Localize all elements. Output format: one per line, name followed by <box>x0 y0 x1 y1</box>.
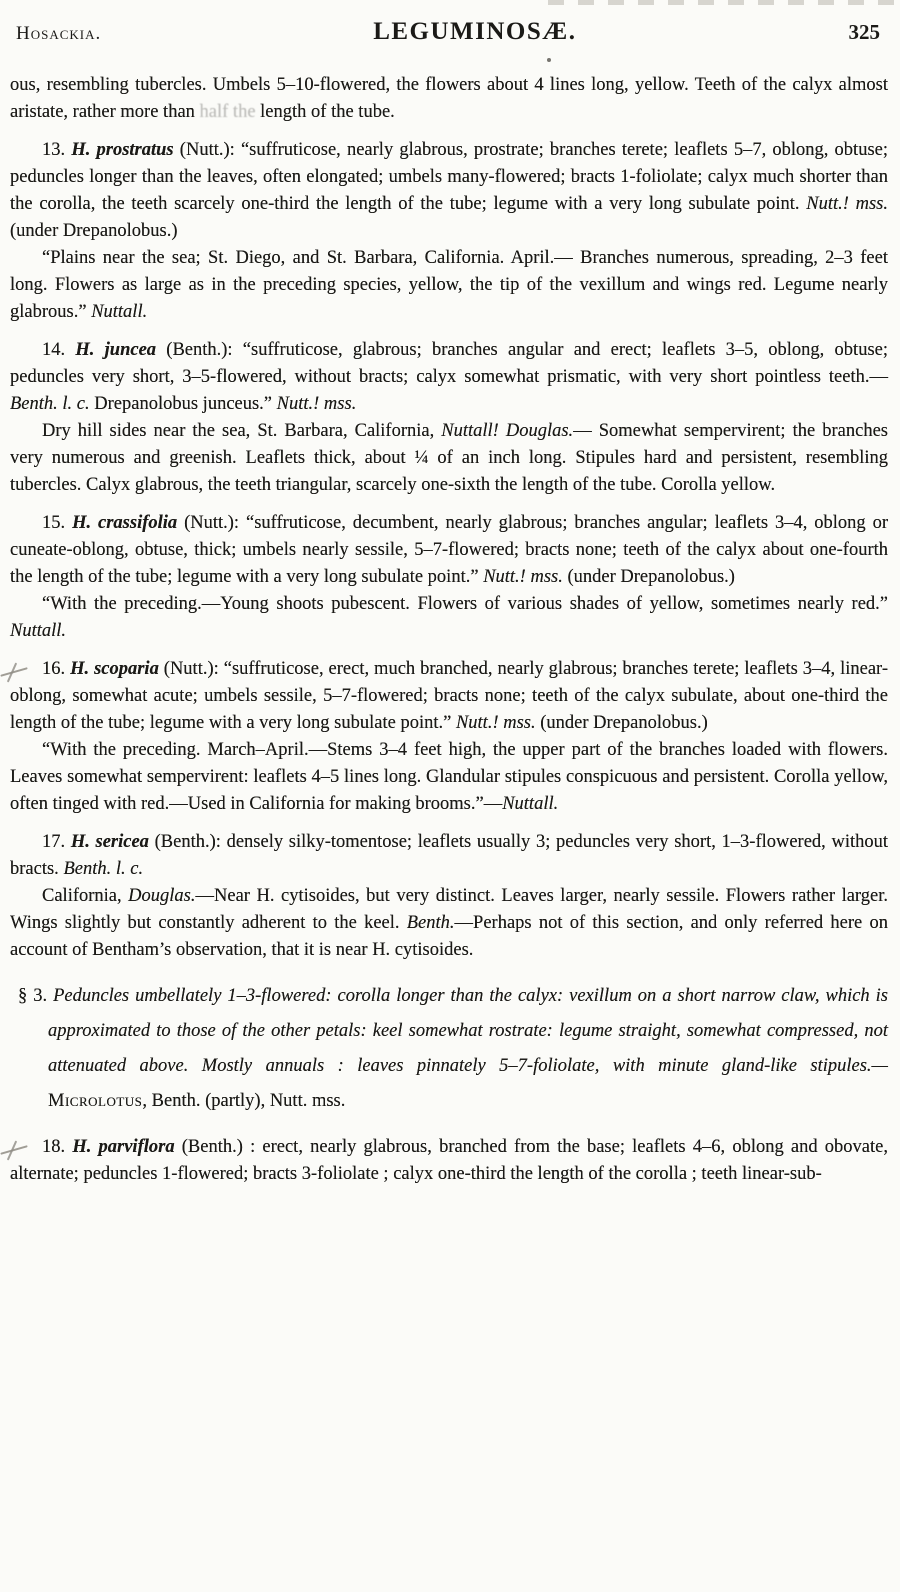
section-3-heading <box>10 979 888 1119</box>
text-run: H. parviflora <box>72 1137 175 1157</box>
text-run: 14. <box>42 340 76 360</box>
text-run: Peduncles umbellately 1–3-flowered: corolla longer than the calyx: vexillum on a short narrow claw, which is approximated to those of the other petals: keel somewhat rostrate: legume straight, somewhat compressed, not attenuated above. Mostly annuals : leaves pinnately 5–7-foliolate, with minute gland-like stipules.— <box>48 986 888 1076</box>
text-run: “With the preceding.—Young shoots pubescent. Flowers of various shades of yellow, sometimes nearly red.” <box>42 594 888 614</box>
pencil-margin-mark <box>0 1138 28 1164</box>
text-run: 16. <box>42 659 71 679</box>
text-run: —Near H. cytisoides, but very distinct. Leaves larger, nearly sessile. Flowers rather larger. Wings slightly but constantly adherent to the keel. <box>10 886 888 933</box>
continuation-paragraph <box>10 72 888 126</box>
text-run: 17. <box>42 832 71 852</box>
species-entry-18 <box>10 1134 888 1188</box>
text-run: Nuttall! Douglas. <box>441 421 574 441</box>
text-run: H. juncea <box>75 340 157 360</box>
text-run: Nutt.! mss. <box>276 394 357 414</box>
species-14-note <box>10 418 888 499</box>
text-run: — Somewhat sempervirent; the branches very numerous and greenish. Leaflets thick, about ¼ of an inch long. Stipules hard and persistent, resembling tubercles. Calyx glabrous, the teeth triangular, scarcely one-sixth the length of the tube. Corolla yellow. <box>10 421 888 495</box>
text-run: Microlotus <box>48 1091 143 1111</box>
text-run: 15. <box>42 513 73 533</box>
pencil-margin-mark <box>0 660 28 686</box>
text-run: Drepanolobus junceus.” <box>89 394 277 414</box>
text-run: (Benth.): “suffruticose, glabrous; branches angular and erect; leaflets 3–5, oblong, obtuse; peduncles very short, 3–5-flowered, without bracts; calyx somewhat prismatic, with very short pointless teeth.— <box>10 340 888 387</box>
running-head-genus: Hosackia. <box>16 23 102 44</box>
text-run: California, <box>42 886 129 906</box>
text-run: (Nutt.): “suffruticose, erect, much branched, nearly glabrous; branches terete; leaflets 3–4, linear-oblong, somewhat acute; umbels sessile, 5–7-flowered; bracts none; teeth of the calyx subulate, about one-third the length of the tube; legume with a very long subulate point.” <box>10 659 888 733</box>
text-run: H. scoparia <box>70 659 159 679</box>
species-17-note <box>10 883 888 964</box>
text-run: (under Drepanolobus.) <box>10 221 178 241</box>
text-run: Benth. <box>406 913 455 933</box>
species-entry-13 <box>10 137 888 245</box>
text-run: ous, resembling tubercles. Umbels 5–10-flowered, the flowers about 4 lines long, yellow. Teeth of the calyx almost aristate, rather more than <box>10 75 888 122</box>
running-head <box>10 10 888 46</box>
page-number: 325 <box>848 20 880 44</box>
species-entry-14 <box>10 337 888 418</box>
text-run: H. sericea <box>70 832 149 852</box>
species-16-note <box>10 737 888 818</box>
text-run: H. prostratus <box>71 140 174 160</box>
text-run: length of the tube. <box>255 102 395 122</box>
species-entry-17 <box>10 829 888 883</box>
species-entry-16 <box>10 656 888 737</box>
text-run: (Nutt.): “suffruticose, nearly glabrous, prostrate; branches terete; leaflets 5–7, oblong, obtuse; peduncles longer than the leaves, often elongated; umbels many-flowered; bracts 1-foliolate; calyx much shorter than the corolla, the teeth scarcely one-third the length of the tube; legume with a very long subulate point. <box>10 140 889 214</box>
text-run: (Benth.) : erect, nearly glabrous, branched from the base; leaflets 4–6, oblong and obovate, alternate; peduncles 1-flowered; bracts 3-foliolate ; calyx one-third the length of the corolla ; teeth linear-sub- <box>10 1137 888 1184</box>
text-run: (Benth.): densely silky-tomentose; leaflets usually 3; peduncles very short, 1–3-flowered, without bracts. <box>10 832 889 879</box>
text-run: § 3. <box>18 986 54 1006</box>
page-text <box>10 72 888 1188</box>
text-run: Nuttall. <box>91 302 148 322</box>
text-run: Nutt.! mss. <box>455 713 536 733</box>
text-run: Benth. l. c. <box>63 859 144 879</box>
text-run: Nutt.! mss. <box>806 194 889 214</box>
text-run: Nuttall. <box>10 621 67 641</box>
text-run: Nuttall. <box>502 794 559 814</box>
text-run: 13. <box>42 140 72 160</box>
species-13-note <box>10 245 888 326</box>
text-run: (under Drepanolobus.) <box>535 713 708 733</box>
text-run: “Plains near the sea; St. Diego, and St. Barbara, California. April.— Branches numerous, spreading, 2–3 feet long. Flowers as large as in the preceding species, yellow, the tip of the vexillum and wings red. Legume nearly glabrous.” <box>10 248 888 322</box>
species-entry-15 <box>10 510 888 591</box>
text-run: 18. <box>42 1137 73 1157</box>
text-run: H. crassifolia <box>72 513 178 533</box>
text-run: Nutt.! mss. <box>483 567 563 587</box>
text-run: Douglas. <box>128 886 196 906</box>
running-head-family: LEGUMINOSÆ. <box>373 18 577 45</box>
text-run: (under Drepanolobus.) <box>562 567 735 587</box>
text-run: , Benth. (partly), Nutt. mss. <box>142 1091 346 1111</box>
text-run: (Nutt.): “suffruticose, decumbent, nearly glabrous; branches angular; leaflets 3–4, oblong or cuneate-oblong, obtuse, thick; umbels nearly sessile, 5–7-flowered; bracts none; teeth of the calyx about one-fourth the length of the tube; legume with a very long subulate point.” <box>10 513 889 587</box>
text-run: Benth. l. c. <box>10 394 90 414</box>
text-run: Dry hill sides near the sea, St. Barbara, California, <box>42 421 442 441</box>
text-run: half the <box>199 102 256 122</box>
text-run: —Perhaps not of this section, and only referred here on account of Bentham’s observation, that it is near H. cytisoides. <box>10 913 888 960</box>
text-run: “With the preceding. March–April.—Stems 3–4 feet high, the upper part of the branches loaded with flowers. Leaves somewhat sempervirent: leaflets 4–5 lines long. Glandular stipules conspicuous and persistent. Corolla yellow, often tinged with red.—Used in California for making brooms.”— <box>10 740 888 814</box>
species-15-note <box>10 591 888 645</box>
